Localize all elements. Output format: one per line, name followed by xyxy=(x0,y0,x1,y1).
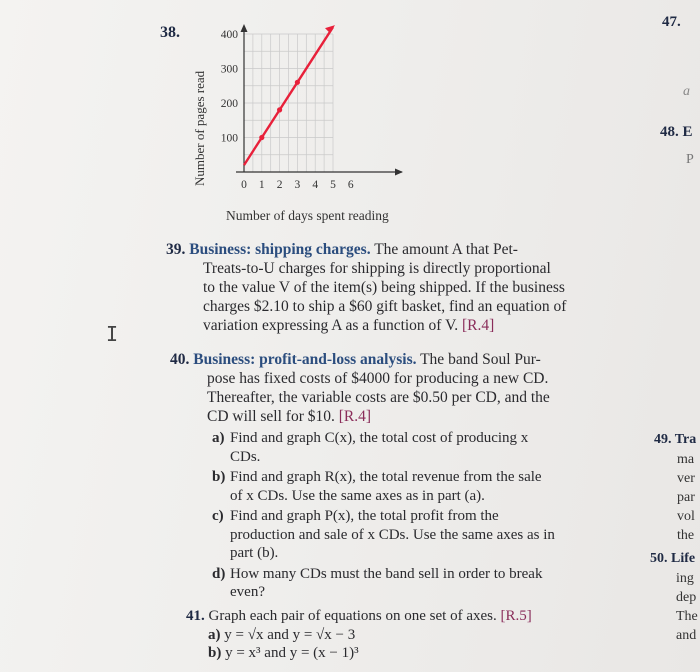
problem-49-number: 49. Tra xyxy=(654,432,697,447)
part-label: a) xyxy=(208,626,221,643)
part-label: a) xyxy=(212,430,225,446)
problem-48-sub: P xyxy=(686,152,694,167)
problem-48-number: 48. E xyxy=(660,124,693,140)
x-tick-label: 6 xyxy=(347,179,354,191)
part-label: b) xyxy=(208,645,222,661)
x-tick-label: 1 xyxy=(258,179,265,191)
problem-47-number: 47. xyxy=(662,14,681,30)
x-tick-label: 2 xyxy=(276,179,283,191)
cutoff-line: dep xyxy=(676,590,697,605)
part-line: CDs. xyxy=(230,448,261,465)
part-text: y = x³ and y = (x − 1)³ xyxy=(225,645,359,661)
problem-40 xyxy=(170,350,620,602)
problem-41-ref: [R.5] xyxy=(500,608,532,624)
line-chart xyxy=(196,24,416,204)
y-tick-label: 100 xyxy=(220,132,238,145)
y-axis-arrow-icon xyxy=(241,24,248,32)
part-line: of x CDs. Use the same axes as in part (a). xyxy=(230,487,485,504)
problem-39-line: The amount A that Pet- xyxy=(374,241,518,258)
problem-39-line: to the value V of the item(s) being shipped. If the business xyxy=(203,279,565,296)
data-point xyxy=(259,135,264,140)
cutoff-line: ing xyxy=(676,571,694,586)
x-tick-label: 5 xyxy=(330,179,336,191)
problem-39 xyxy=(166,240,616,335)
problem-40-number: 40. xyxy=(170,351,190,368)
problem-39-line: variation expressing A as a function of V. xyxy=(203,317,459,334)
cutoff-line: and xyxy=(676,628,697,643)
y-tick-label: 200 xyxy=(220,98,238,110)
problem-39-line: charges $2.10 to ship a $60 gift basket, find an equation of xyxy=(203,298,567,315)
part-text: y = √x and y = √x − 3 xyxy=(224,626,356,643)
problem-41-part-b xyxy=(208,644,606,663)
part-line: How many CDs must the band sell in order to break xyxy=(230,565,543,582)
problem-50-number: 50. Life xyxy=(650,551,696,566)
cutoff-line: par xyxy=(677,490,695,505)
text-cursor-icon: I xyxy=(106,322,119,346)
part-label: d) xyxy=(212,565,226,582)
part-line: Find and graph C(x), the total cost of producing x xyxy=(230,430,529,446)
part-label: c) xyxy=(212,508,224,524)
problem-40-title: Business: profit-and-loss analysis. xyxy=(193,351,417,368)
x-axis-label: Number of days spent reading xyxy=(226,208,389,223)
problem-41 xyxy=(186,607,606,663)
problem-40-line: CD will sell for $10. xyxy=(207,408,335,425)
problem-40-line: pose has fixed costs of $4000 for producing a new CD. xyxy=(207,370,549,387)
part-line: Find and graph R(x), the total revenue from the sale xyxy=(230,469,542,485)
problem-40-line: The band Soul Pur- xyxy=(420,351,541,368)
part-line: production and sale of x CDs. Use the same axes as in xyxy=(230,526,555,543)
data-point xyxy=(277,107,282,112)
y-tick-label: 400 xyxy=(220,29,238,41)
part-line: part (b). xyxy=(230,545,279,561)
right-mark-a: a xyxy=(683,84,690,99)
part-line: even? xyxy=(230,584,265,600)
x-tick-label: 4 xyxy=(312,179,319,191)
problem-41-number: 41. xyxy=(186,608,205,624)
problem-40-ref: [R.4] xyxy=(338,408,372,425)
problem-40-part-c xyxy=(212,507,620,563)
problem-40-line: Thereafter, the variable costs are $0.50 per CD, and the xyxy=(207,389,550,406)
y-tick-label: 300 xyxy=(220,63,238,76)
data-point xyxy=(295,80,300,85)
problem-39-line: Treats-to-U charges for shipping is directly proportional xyxy=(203,260,551,277)
cutoff-line: ma xyxy=(677,452,695,467)
cutoff-line: ver xyxy=(677,471,695,486)
part-line: Find and graph P(x), the total profit from the xyxy=(230,508,499,524)
problem-49-lines xyxy=(677,450,695,545)
problem-39-title: Business: shipping charges. xyxy=(189,241,371,258)
problem-40-part-d xyxy=(212,565,620,602)
problem-39-ref: [R.4] xyxy=(462,317,495,334)
problem-41-part-a xyxy=(208,626,606,645)
cutoff-line: vol xyxy=(677,509,695,524)
chart-grid xyxy=(244,34,333,172)
problem-38-number: 38. xyxy=(160,24,180,41)
problem-39-number: 39. xyxy=(166,241,186,258)
cutoff-line: the xyxy=(677,528,695,543)
problem-40-part-a xyxy=(212,429,620,466)
line-end-arrow-icon xyxy=(325,25,335,33)
problem-41-text: Graph each pair of equations on one set of axes. xyxy=(208,608,497,624)
cutoff-line: The xyxy=(676,609,698,624)
y-axis-label: Number of pages read xyxy=(192,70,207,186)
x-tick-label: 0 xyxy=(241,179,247,191)
problem-50-lines xyxy=(676,569,698,645)
part-label: b) xyxy=(212,469,226,485)
x-tick-label: 3 xyxy=(294,179,301,191)
problem-40-part-b xyxy=(212,468,620,505)
chart-ticks xyxy=(221,29,354,191)
x-axis-arrow-icon xyxy=(395,169,403,176)
